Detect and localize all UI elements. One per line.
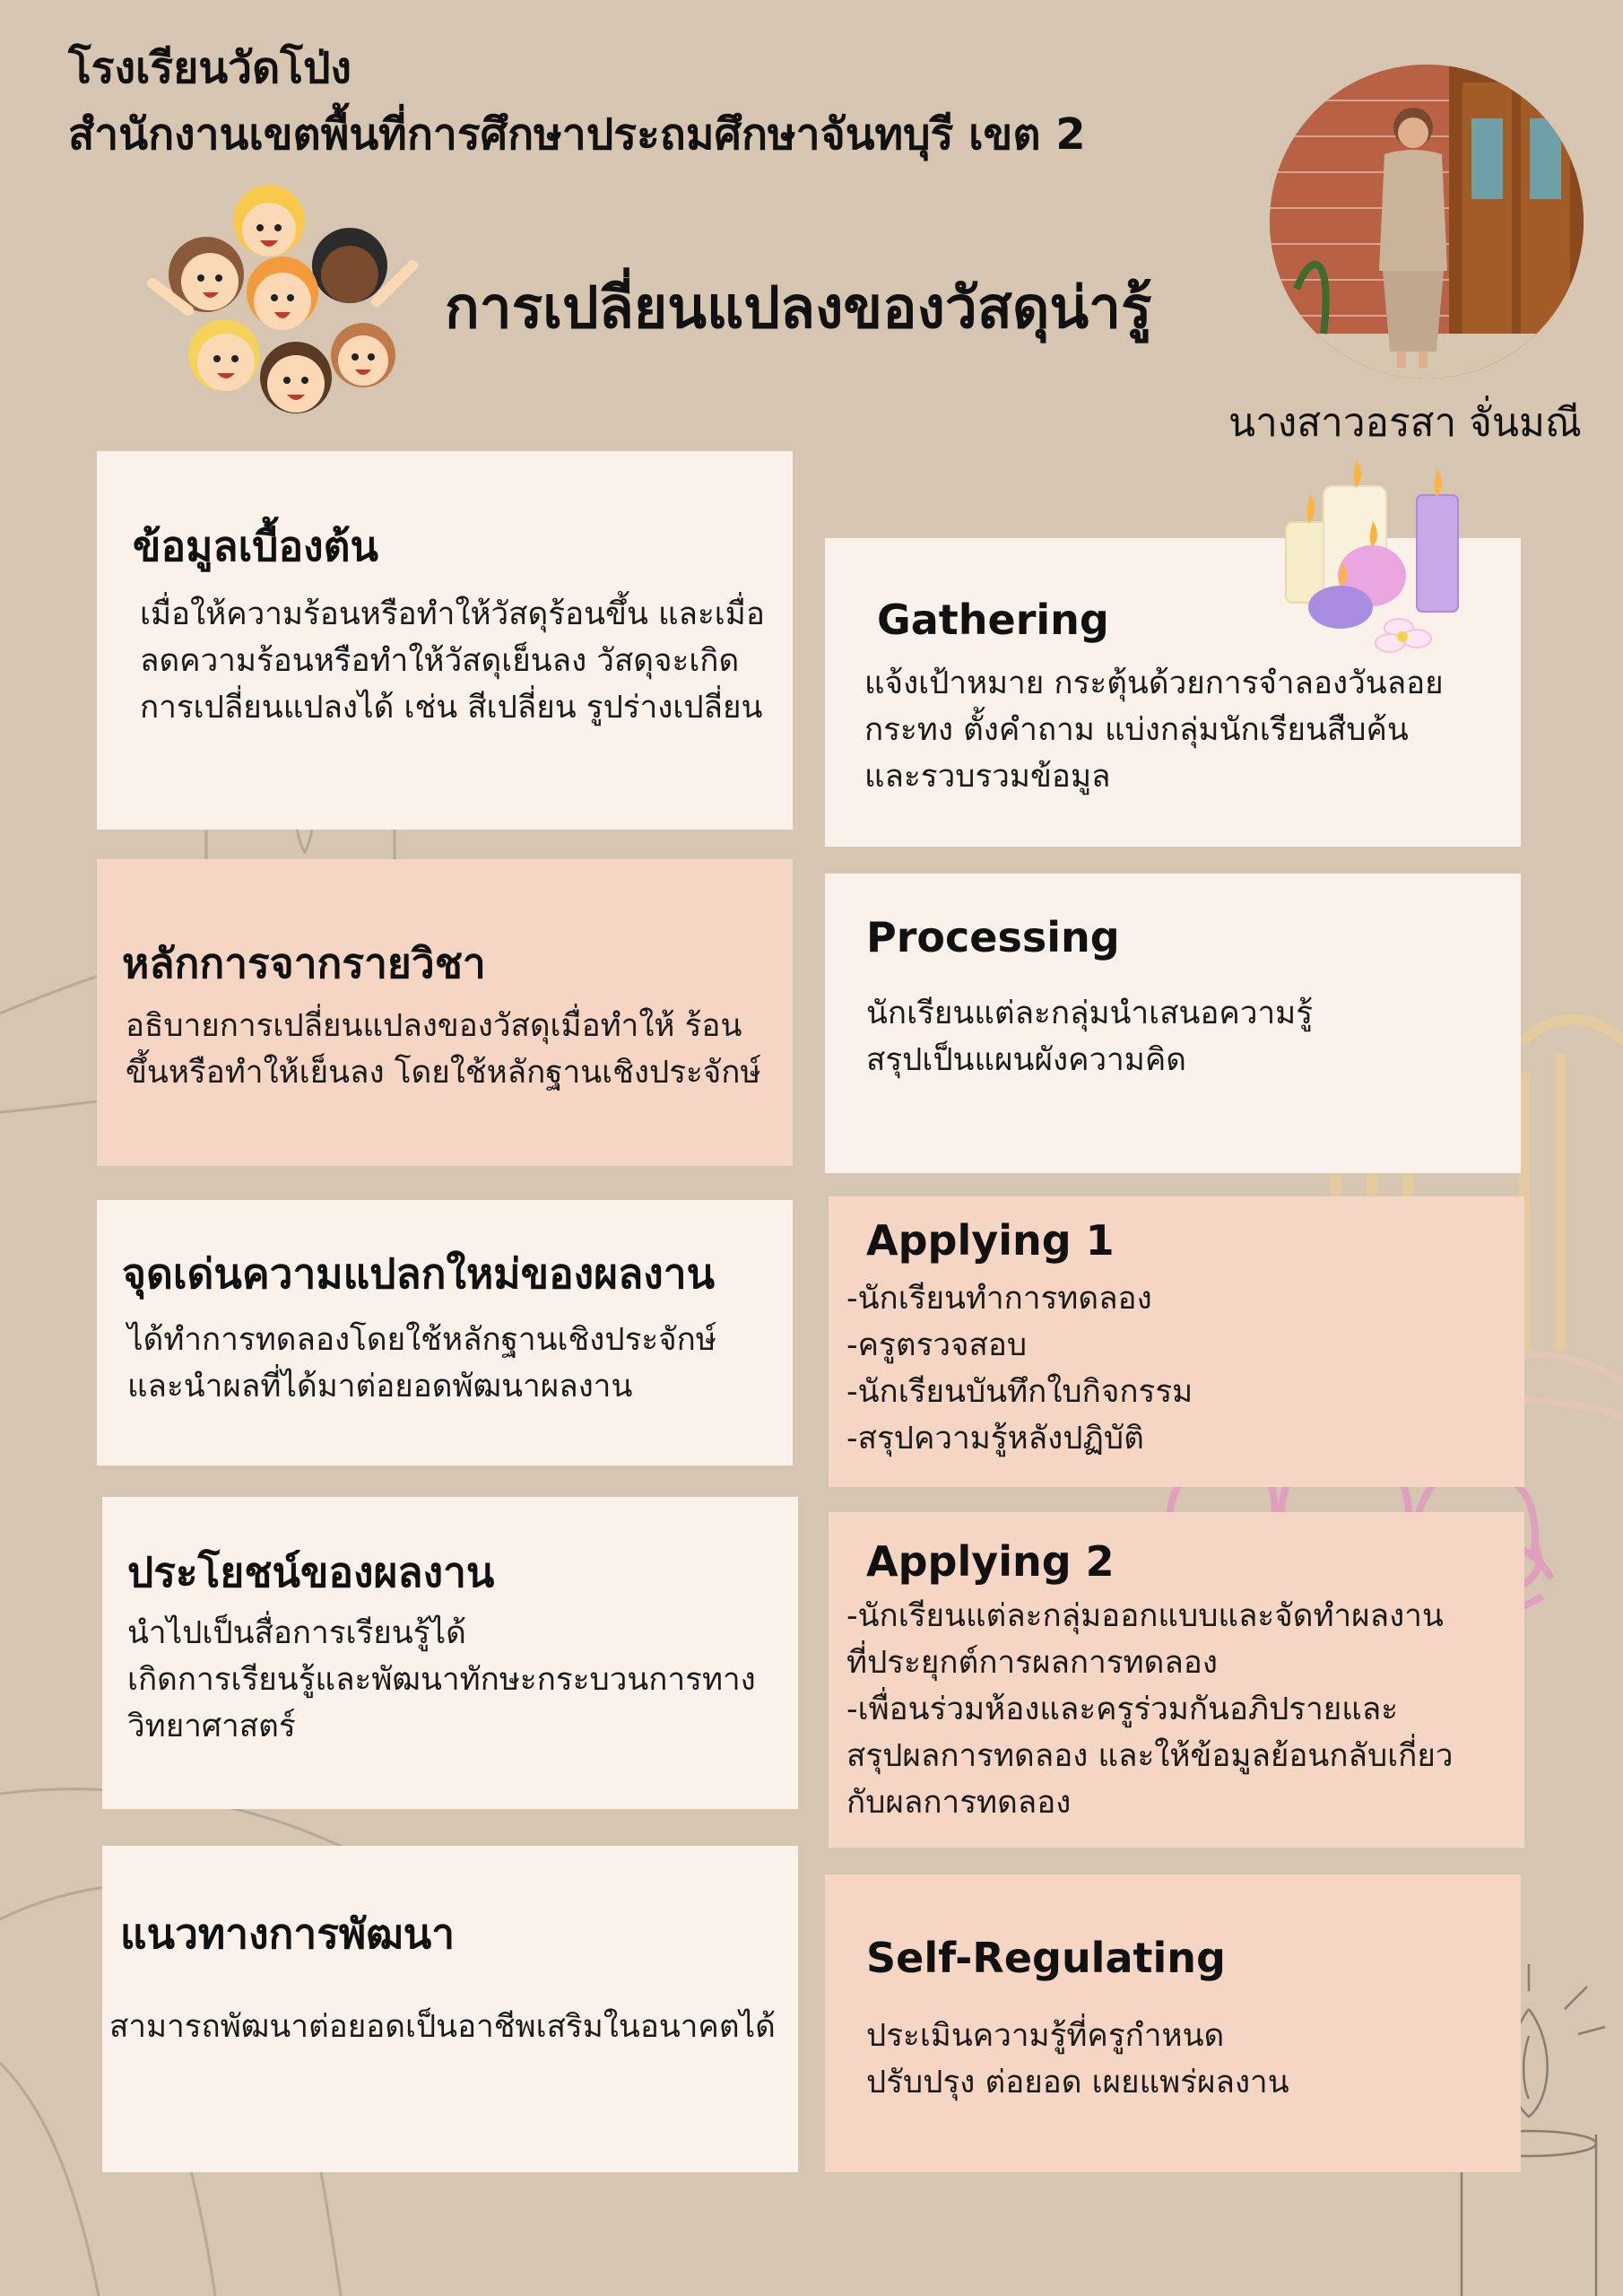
kids-illustration-icon	[135, 176, 430, 427]
card-subject-principle	[97, 859, 793, 1166]
teacher-portrait-icon	[1270, 65, 1584, 378]
card-body: เมื่อให้ความร้อนหรือทำให้วัสดุร้อนขึ้น และเมื่อ ลดความร้อนหรือทำให้วัสดุเย็นลง วัสดุจะเกิด การเปลี่ยนแปลงได้ เช่น สีเปลี่ยน รูปร่างเปลี่ยน	[140, 596, 765, 726]
card-body: ได้ทำการทดลองโดยใช้หลักฐานเชิงประจักษ์ และนำผลที่ได้มาต่อยอดพัฒนาผลงาน	[127, 1322, 716, 1405]
card-highlights	[97, 1200, 793, 1465]
card-heading: Gathering	[877, 596, 1109, 644]
poster-title: การเปลี่ยนแปลงของวัสดุน่ารู้	[445, 275, 1152, 342]
card-heading: หลักการจากรายวิชา	[122, 939, 486, 987]
education-office: สำนักงานเขตพื้นที่การศึกษาประถมศึกษาจันทบุรี เขต 2	[68, 109, 1086, 160]
school-name: โรงเรียนวัดโป่ง	[68, 43, 352, 93]
card-body: สามารถพัฒนาต่อยอดเป็นอาชีพเสริมในอนาคตได้	[109, 2009, 776, 2045]
card-heading: จุดเด่นความแปลกใหม่ของผลงาน	[122, 1249, 716, 1298]
card-body: ประเมินความรู้ที่ครูกำหนด ปรับปรุง ต่อยอด เผยแพร่ผลงาน	[866, 2018, 1289, 2100]
candles-icon	[1282, 459, 1462, 657]
card-heading: Processing	[866, 913, 1120, 961]
card-heading: ประโยชน์ของผลงาน	[127, 1548, 495, 1596]
card-processing	[825, 874, 1521, 1173]
card-body: นำไปเป็นสื่อการเรียนรู้ได้ เกิดการเรียนรู้และพัฒนาทักษะกระบวนการทาง วิทยาศาสตร์	[127, 1615, 756, 1744]
card-body: -นักเรียนแต่ละกลุ่มออกแบบและจัดทำผลงาน ที่ประยุกต์การผลการทดลอง -เพื่อนร่วมห้องและครูร่วมกันอภิปรายและ สรุปผลการทดลอง และให้ข้อมูลย้อนกลับเกี่ยว กับผลการทดลอง	[846, 1598, 1454, 1821]
card-heading: Applying 2	[866, 1537, 1115, 1586]
card-heading: Applying 1	[866, 1216, 1115, 1265]
card-background-info	[97, 451, 793, 830]
card-body: แจ้งเป้าหมาย กระตุ้นด้วยการจำลองวันลอย กระทง ตั้งคำถาม แบ่งกลุ่มนักเรียนสืบค้น และรวบรวมข้อมูล	[864, 665, 1444, 795]
teacher-name: นางสาวอรสา จั่นมณี	[1228, 400, 1582, 446]
card-heading: Self-Regulating	[866, 1934, 1226, 1982]
card-applying-1	[829, 1196, 1524, 1487]
card-benefits	[102, 1497, 798, 1809]
card-heading: ข้อมูลเบื้องต้น	[133, 522, 378, 570]
card-self-regulating	[825, 1874, 1521, 2172]
card-body: -นักเรียนทำการทดลอง -ครูตรวจสอบ -นักเรียนบันทึกใบกิจกรรม -สรุปความรู้หลังปฏิบัติ	[846, 1281, 1193, 1457]
card-body: อธิบายการเปลี่ยนแปลงของวัสดุเมื่อทำให้ ร้อน ขึ้นหรือทำให้เย็นลง โดยใช้หลักฐานเชิงประจักษ์	[126, 1008, 761, 1091]
card-applying-2	[829, 1512, 1524, 1848]
card-development	[102, 1846, 798, 2172]
card-heading: แนวทางการพัฒนา	[120, 1909, 456, 1958]
card-body: นักเรียนแต่ละกลุ่มนำเสนอความรู้ สรุปเป็นแผนผังความคิด	[866, 996, 1313, 1078]
